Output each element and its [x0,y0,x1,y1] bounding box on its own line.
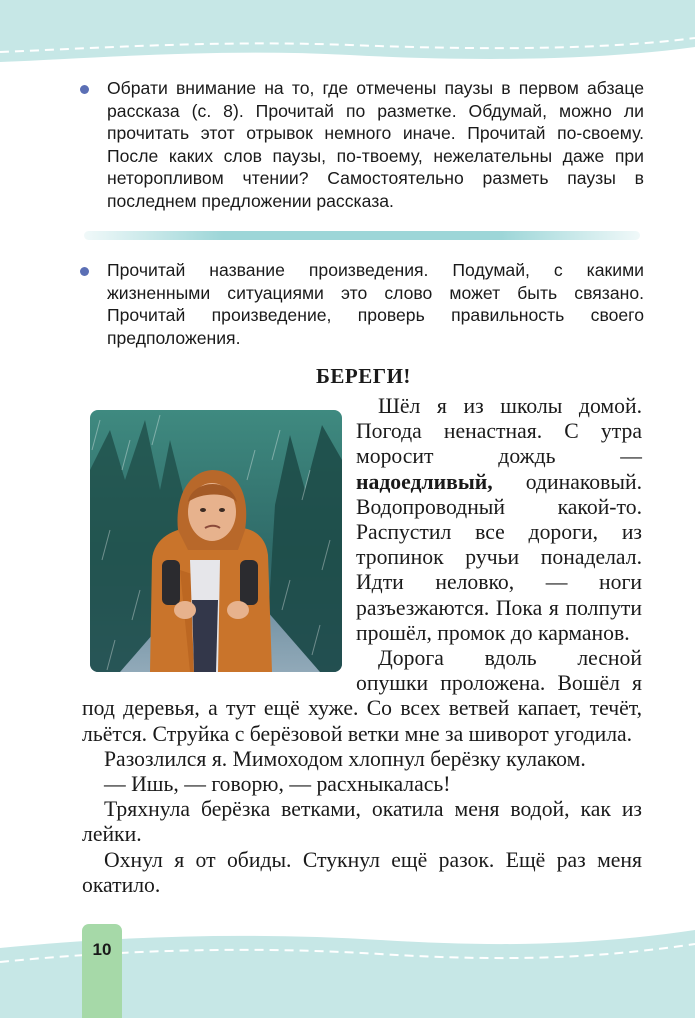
boy-in-rain-illustration [90,410,342,672]
page-number-tab [82,924,122,1018]
story-paragraph-1: Шёл я из школы домой. Погода ненастная. С утра моросит дождь — надоедливый, одинаковый. Водопроводный какой-то. Распустил все дороги, из тропинок ручьи понаделал. Идти неловко, — ноги разъезжаются. Пока я полпути прошёл, промок до карманов. [356,394,642,645]
section-divider [84,231,640,240]
story-title: БЕРЕГИ! [316,364,411,388]
top-decorative-band [0,0,695,70]
story-paragraph-3: Разозлился я. Мимоходом хлопнул берёзку кулаком. [104,746,586,771]
story-paragraph-5: Тряхнула берёзка ветками, окатила меня водой, как из лейки. [82,797,642,847]
page-number: 10 [92,940,112,959]
story-paragraph-2: Дорога вдоль лесной опушки проложена. Вошёл я под деревья, а тут ещё хуже. Со всех ветвей капает, течёт, льётся. Струйка с берёзовой ветки мне за шиворот угодила. [82,646,642,746]
bullet-icon [80,85,89,94]
bullet-icon [80,267,89,276]
story-paragraph-4: — Ишь, — говорю, — расхныкалась! [104,772,451,797]
task-2-text: Прочитай название произведения. Подумай, с какими жизненными ситуациями это слово может быть связано. Прочитай произведение, проверь правильность своего предположения. [107,260,644,348]
bold-word: надоедливый, [356,469,493,494]
story-text [82,394,642,898]
task-1 [84,77,644,212]
task-2 [84,259,644,349]
task-1-text: Обрати внимание на то, где отмечены паузы в первом абзаце рассказа (с. 8). Прочитай по разметке. Обдумай, можно ли прочитать этот отрывок немного иначе. Прочитай по-своему. После каких слов паузы, по-твоему, нежелательны даже при неторопливом чтении? Самостоятельно разметь паузы в последнем предложении рассказа. [107,78,644,211]
story-paragraph-6: Охнул я от обиды. Стукнул ещё разок. Ещё раз меня окатило. [82,847,642,897]
